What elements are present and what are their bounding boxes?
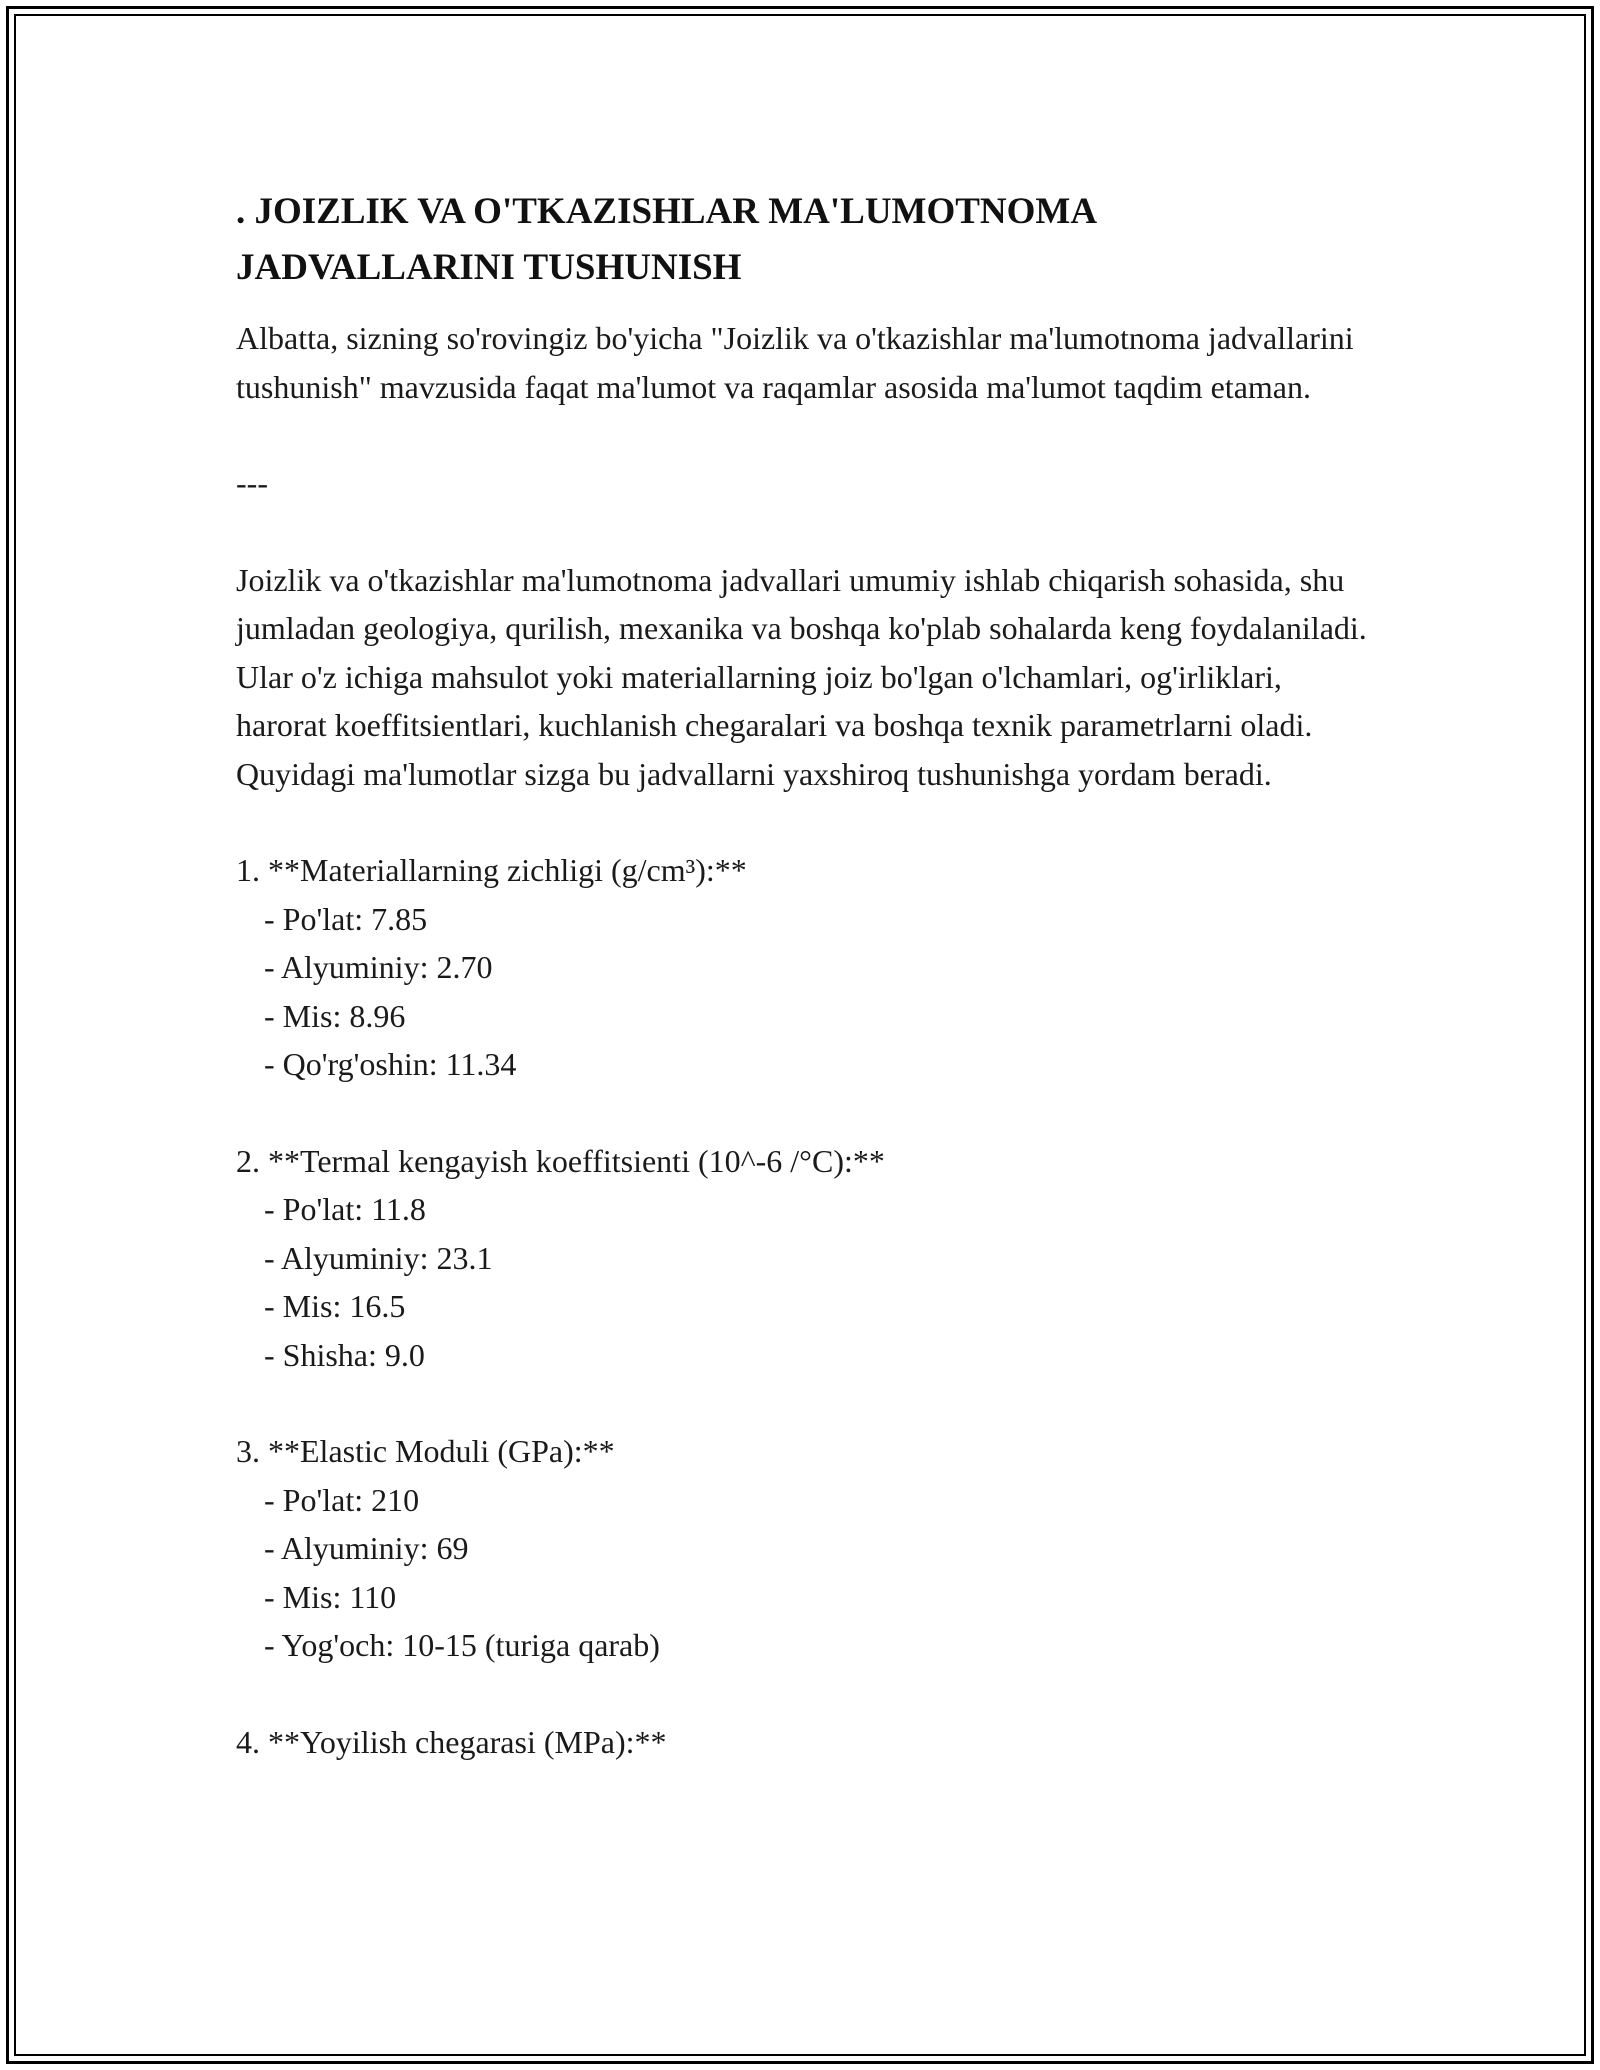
list-item: - Po'lat: 11.8 bbox=[264, 1191, 426, 1227]
list-item: - Alyuminiy: 2.70 bbox=[264, 949, 493, 985]
section-list bbox=[236, 895, 1376, 1089]
document-title: . JOIZLIK VA O'TKAZISHLAR MA'LUMOTNOMA JADVALLARINI TUSHUNISH bbox=[236, 191, 1096, 288]
document-content bbox=[236, 184, 1376, 1766]
section-thermal-expansion bbox=[236, 1137, 1376, 1380]
list-item: - Mis: 110 bbox=[264, 1578, 397, 1615]
list-item: - Qo'rg'oshin: 11.34 bbox=[264, 1046, 517, 1082]
section-list bbox=[236, 1185, 1376, 1379]
separator-line: --- bbox=[236, 465, 268, 501]
list-item: - Yog'och: 10-15 (turiga qarab) bbox=[264, 1627, 660, 1663]
section-heading: 4. **Yoyilish chegarasi (MPa):** bbox=[236, 1723, 667, 1760]
list-item: - Mis: 16.5 bbox=[264, 1288, 406, 1324]
list-item: - Po'lat: 210 bbox=[264, 1481, 420, 1518]
section-elastic-moduli bbox=[236, 1427, 1376, 1670]
list-item: - Mis: 8.96 bbox=[264, 997, 406, 1034]
list-item: - Alyuminiy: 69 bbox=[264, 1530, 469, 1566]
section-heading: 3. **Elastic Moduli (GPa):** bbox=[236, 1433, 615, 1469]
section-list bbox=[236, 1476, 1376, 1670]
list-item: - Po'lat: 7.85 bbox=[264, 900, 428, 937]
list-item: - Alyuminiy: 23.1 bbox=[264, 1239, 493, 1276]
section-density bbox=[236, 846, 1376, 1089]
section-yield-limit bbox=[236, 1718, 1376, 1767]
body-paragraph: Joizlik va o'tkazishlar ma'lumotnoma jadvallari umumiy ishlab chiqarish sohasida, shu jumladan geologiya, qurilish, mexanika va boshqa ko'plab sohalarda keng foydalaniladi. Ular o'z ichiga mahsulot yoki materiallarning joiz bo'lgan o'lchamlari, og'irliklari, harorat koeffitsientlari, kuchlanish chegaralari va boshqa texnik parametrlarni oladi. Quyidagi ma'lumotlar sizga bu jadvallarni yaxshiroq tushunishga yordam beradi. bbox=[236, 561, 1367, 792]
section-heading: 2. **Termal kengayish koeffitsienti (10^-6 /°C):** bbox=[236, 1142, 885, 1179]
section-heading: 1. **Materiallarning zichligi (g/cm³):** bbox=[236, 852, 747, 888]
intro-paragraph: Albatta, sizning so'rovingiz bo'yicha "Joizlik va o'tkazishlar ma'lumotnoma jadvallarini tushunish" mavzusida faqat ma'lumot va raqamlar asosida ma'lumot taqdim etaman. bbox=[236, 320, 1354, 405]
list-item: - Shisha: 9.0 bbox=[264, 1336, 425, 1373]
